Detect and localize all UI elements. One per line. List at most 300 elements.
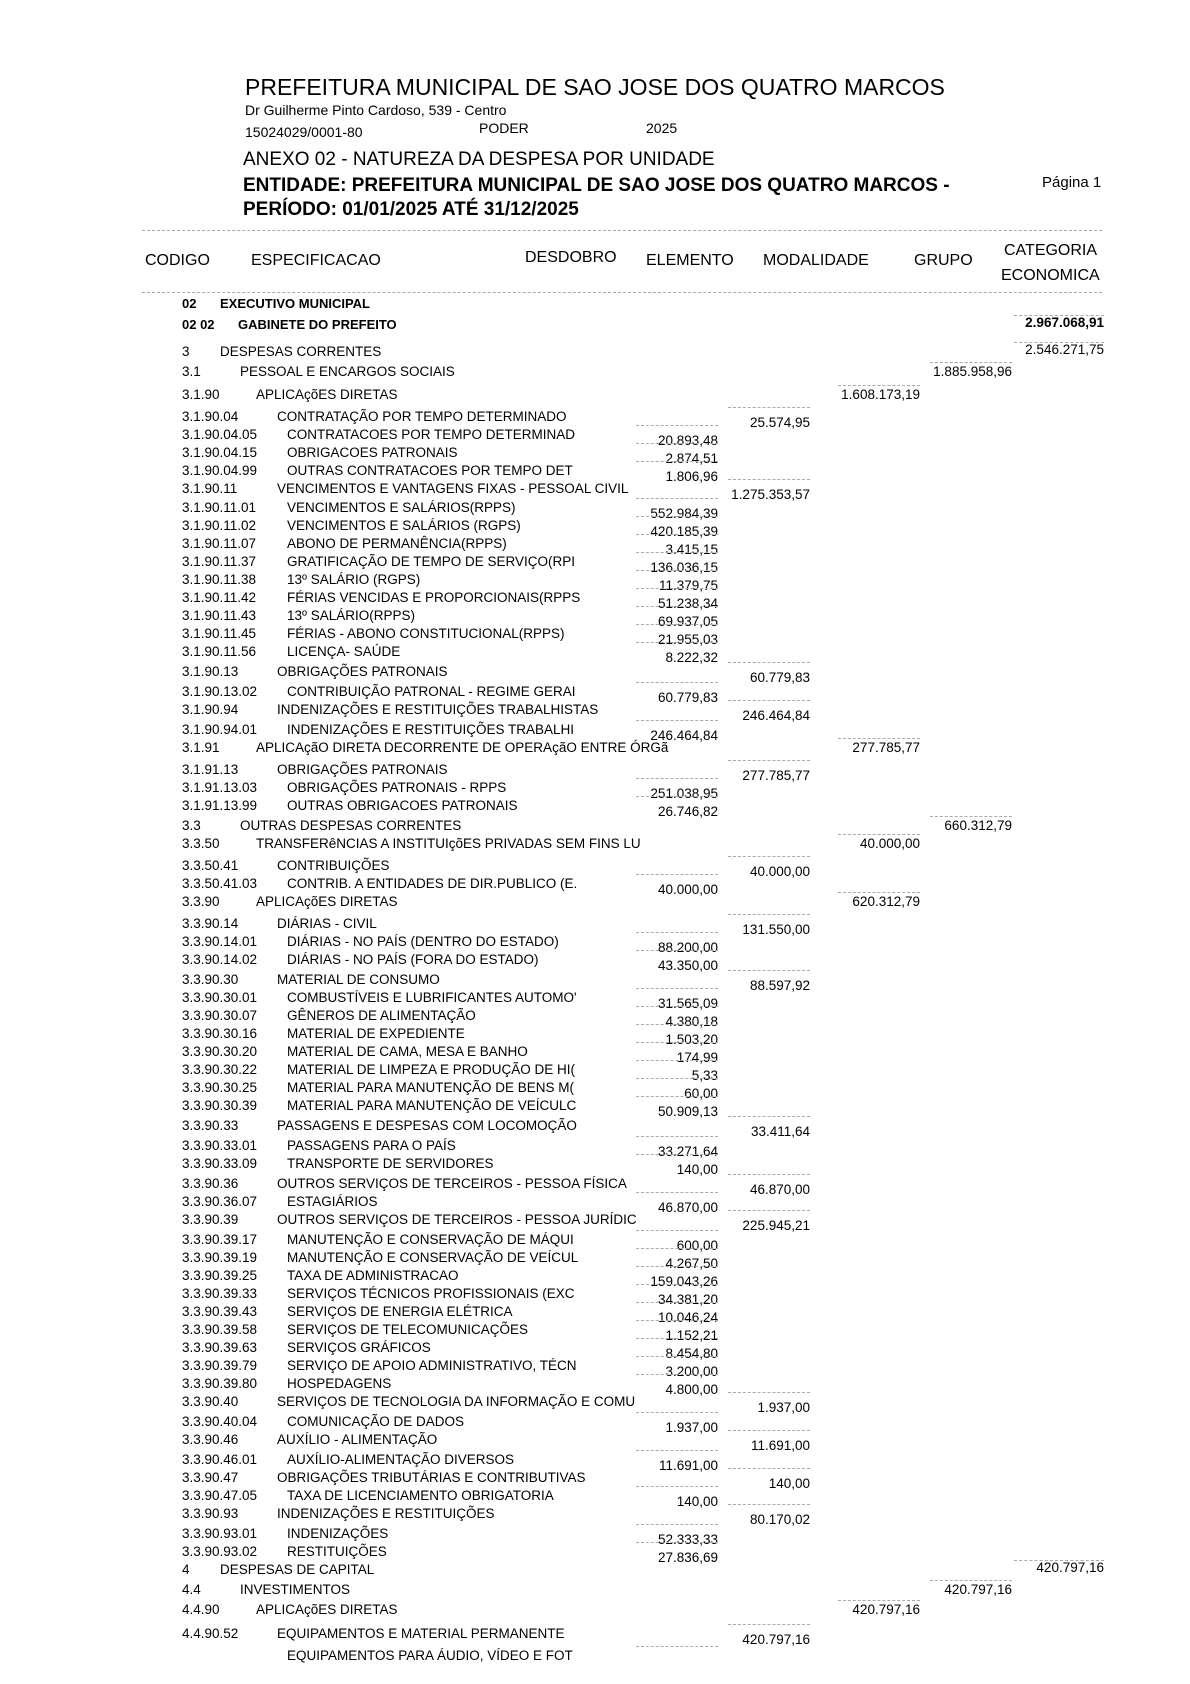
row-code: 3.1.90.94 bbox=[182, 702, 239, 717]
row-amount: 246.464,84 bbox=[742, 708, 810, 723]
row-description: SERVIÇOS DE TECNOLOGIA DA INFORMAÇÃO E COMU bbox=[277, 1394, 636, 1409]
row-amount: 277.785,77 bbox=[742, 768, 810, 783]
row-amount: 552.984,39 bbox=[650, 506, 718, 521]
row-code: 3.3.90.30.22 bbox=[182, 1062, 258, 1077]
row-description: 13º SALÁRIO (RGPS) bbox=[287, 572, 421, 587]
total-rule bbox=[636, 516, 718, 517]
row-amount: 4.380,18 bbox=[665, 1014, 718, 1029]
row-code: 4 bbox=[182, 1562, 190, 1577]
total-rule bbox=[636, 1412, 718, 1413]
total-rule bbox=[930, 1580, 1012, 1581]
row-amount: 1.937,00 bbox=[665, 1420, 718, 1435]
row-description: OBRIGAÇÕES PATRONAIS bbox=[277, 762, 448, 777]
total-rule bbox=[728, 1116, 810, 1117]
row-code: 3.3.50.41.03 bbox=[182, 876, 258, 891]
row-description: AUXÍLIO-ALIMENTAÇÃO DIVERSOS bbox=[287, 1452, 515, 1467]
row-amount: 600,00 bbox=[676, 1238, 718, 1253]
row-description: PESSOAL E ENCARGOS SOCIAIS bbox=[240, 364, 455, 379]
row-description: CONTRIBUIÇÃO PATRONAL - REGIME GERAI bbox=[287, 684, 576, 699]
total-rule bbox=[728, 970, 810, 971]
row-code: 3.1.90.11 bbox=[182, 481, 238, 496]
row-amount: 60,00 bbox=[684, 1086, 718, 1101]
row-amount: 140,00 bbox=[768, 1476, 810, 1491]
row-code: 3.3.90.39.33 bbox=[182, 1286, 258, 1301]
row-description: OUTRAS CONTRATACOES POR TEMPO DET bbox=[287, 463, 573, 478]
row-code: 3.1.91.13 bbox=[182, 762, 239, 777]
total-rule bbox=[636, 1096, 718, 1097]
row-amount: 25.574,95 bbox=[749, 415, 810, 430]
row-code: 3.3.90.93.02 bbox=[182, 1544, 258, 1559]
row-code: 3.3.90.14.01 bbox=[182, 934, 258, 949]
total-rule bbox=[838, 738, 920, 739]
row-amount: 34.381,20 bbox=[657, 1292, 718, 1307]
row-description: TAXA DE ADMINISTRACAO bbox=[287, 1268, 459, 1283]
row-code: 3.1.90.11.01 bbox=[182, 500, 257, 515]
total-rule bbox=[636, 443, 718, 444]
total-rule bbox=[728, 760, 810, 761]
row-amount: 51.238,34 bbox=[657, 596, 718, 611]
total-rule bbox=[636, 624, 718, 625]
row-code: 3.1.90.11.43 bbox=[182, 608, 257, 623]
row-description: LICENÇA- SAÚDE bbox=[287, 644, 401, 659]
row-description: PASSAGENS E DESPESAS COM LOCOMOÇÃO bbox=[277, 1118, 577, 1133]
row-code: 3.3 bbox=[182, 818, 201, 833]
total-rule bbox=[636, 606, 718, 607]
row-code: 3.3.90.30.25 bbox=[182, 1080, 258, 1095]
poder-label: PODER bbox=[479, 120, 529, 136]
row-amount: 2.874,51 bbox=[665, 451, 718, 466]
total-rule bbox=[636, 498, 718, 499]
total-rule bbox=[930, 362, 1012, 363]
total-rule bbox=[636, 642, 718, 643]
row-description: SERVIÇOS TÉCNICOS PROFISSIONAIS (EXC bbox=[287, 1286, 575, 1301]
row-code: 3.1.90.11.07 bbox=[182, 536, 257, 551]
total-rule bbox=[636, 1646, 718, 1647]
row-code: 3.3.90.14.02 bbox=[182, 952, 258, 967]
row-amount: 2.967.068,91 bbox=[1025, 315, 1104, 330]
row-amount: 8.222,32 bbox=[665, 650, 718, 665]
total-rule bbox=[636, 988, 718, 989]
total-rule bbox=[728, 700, 810, 701]
row-description: CONTRATAÇÃO POR TEMPO DETERMINADO bbox=[277, 409, 567, 424]
row-description: MATERIAL DE LIMPEZA E PRODUÇÃO DE HI( bbox=[287, 1062, 576, 1077]
row-description: INDENIZAÇÕES bbox=[287, 1526, 389, 1541]
row-amount: 1.275.353,57 bbox=[731, 487, 810, 502]
row-description: SERVIÇOS DE TELECOMUNICAÇÕES bbox=[287, 1322, 529, 1337]
total-rule bbox=[636, 950, 718, 951]
total-rule bbox=[636, 1284, 718, 1285]
header-divider bbox=[142, 230, 1102, 231]
row-description: MANUTENÇÃO E CONSERVAÇÃO DE VEÍCUL bbox=[287, 1250, 579, 1265]
total-rule bbox=[728, 914, 810, 915]
row-code: 3.1.90.94.01 bbox=[182, 722, 258, 737]
row-code: 3.3.90.39.25 bbox=[182, 1268, 258, 1283]
total-rule bbox=[636, 796, 718, 797]
total-rule bbox=[636, 1338, 718, 1339]
row-description: DIÁRIAS - NO PAÍS (FORA DO ESTADO) bbox=[287, 952, 539, 967]
row-description: PASSAGENS PARA O PAÍS bbox=[287, 1138, 456, 1153]
row-amount: 69.937,05 bbox=[657, 614, 718, 629]
row-amount: 251.038,95 bbox=[650, 786, 718, 801]
total-rule bbox=[728, 1210, 810, 1211]
total-rule bbox=[636, 1374, 718, 1375]
row-amount: 620.312,79 bbox=[852, 894, 920, 909]
row-amount: 660.312,79 bbox=[944, 818, 1012, 833]
row-code: 3.3.90.46 bbox=[182, 1432, 239, 1447]
col-especificacao: ESPECIFICACAO bbox=[251, 252, 381, 269]
row-code: 3.3.90.40.04 bbox=[182, 1414, 258, 1429]
row-code: 3.3.90.47.05 bbox=[182, 1488, 258, 1503]
row-code: 3.1.91.13.03 bbox=[182, 780, 258, 795]
row-description: SERVIÇO DE APOIO ADMINISTRATIVO, TÉCN bbox=[287, 1358, 577, 1373]
row-amount: 10.046,24 bbox=[657, 1310, 718, 1325]
col-categoria-1: CATEGORIA bbox=[1004, 242, 1098, 259]
total-rule bbox=[636, 1266, 718, 1267]
total-rule bbox=[838, 385, 920, 386]
total-rule bbox=[636, 1136, 718, 1137]
row-description: GÊNEROS DE ALIMENTAÇÃO bbox=[287, 1008, 476, 1023]
row-description: DESPESAS CORRENTES bbox=[220, 344, 382, 359]
row-description: TRANSPORTE DE SERVIDORES bbox=[287, 1156, 494, 1171]
total-rule bbox=[728, 856, 810, 857]
row-amount: 33.411,64 bbox=[750, 1124, 810, 1139]
row-amount: 4.267,50 bbox=[665, 1256, 718, 1271]
page-number: Página 1 bbox=[1042, 174, 1102, 191]
row-description: GABINETE DO PREFEITO bbox=[238, 317, 397, 332]
row-amount: 40.000,00 bbox=[859, 836, 920, 851]
row-description: APLICAçõES DIRETAS bbox=[256, 387, 398, 402]
total-rule bbox=[728, 1392, 810, 1393]
row-code: 3.1.90.11.02 bbox=[182, 518, 257, 533]
row-description: FÉRIAS VENCIDAS E PROPORCIONAIS(RPPS bbox=[287, 590, 581, 605]
row-description: EXECUTIVO MUNICIPAL bbox=[220, 296, 370, 311]
row-amount: 11.691,00 bbox=[750, 1438, 810, 1453]
row-amount: 1.152,21 bbox=[665, 1328, 718, 1343]
row-code: 3.3.90 bbox=[182, 894, 220, 909]
row-description: EQUIPAMENTOS PARA ÁUDIO, VÍDEO E FOT bbox=[287, 1648, 573, 1663]
total-rule bbox=[636, 720, 718, 721]
total-rule bbox=[728, 1504, 810, 1505]
row-description: INDENIZAÇÕES E RESTITUIÇÕES TRABALHI bbox=[287, 722, 575, 737]
total-rule bbox=[636, 1006, 718, 1007]
row-code: 3.3.90.30.16 bbox=[182, 1026, 258, 1041]
row-amount: 420.797,16 bbox=[944, 1582, 1012, 1597]
total-rule bbox=[728, 1430, 810, 1431]
total-rule bbox=[728, 1174, 810, 1175]
row-code: 3.3.90.39.43 bbox=[182, 1304, 258, 1319]
row-code: 3.3.90.36 bbox=[182, 1176, 239, 1191]
row-amount: 420.797,16 bbox=[852, 1602, 920, 1617]
row-description: EQUIPAMENTOS E MATERIAL PERMANENTE bbox=[277, 1626, 565, 1641]
row-amount: 131.550,00 bbox=[742, 922, 810, 937]
row-description: DESPESAS DE CAPITAL bbox=[220, 1562, 375, 1577]
row-description: DIÁRIAS - NO PAÍS (DENTRO DO ESTADO) bbox=[287, 934, 559, 949]
row-description: CONTRIB. A ENTIDADES DE DIR.PUBLICO (E. bbox=[287, 876, 578, 891]
row-code: 3.3.50.41 bbox=[182, 858, 239, 873]
row-code: 3 bbox=[182, 344, 190, 359]
total-rule bbox=[636, 1230, 718, 1231]
total-rule bbox=[728, 407, 810, 408]
row-description: COMUNICAÇÃO DE DADOS bbox=[287, 1414, 465, 1429]
total-rule bbox=[728, 1468, 810, 1469]
row-code: 3.1.91 bbox=[182, 740, 220, 755]
row-description: VENCIMENTOS E VANTAGENS FIXAS - PESSOAL CIVIL bbox=[277, 481, 629, 496]
row-description: APLICAçãO DIRETA DECORRENTE DE OPERAçãO ENTRE ÓRGã bbox=[256, 740, 669, 755]
row-description: VENCIMENTOS E SALÁRIOS (RGPS) bbox=[287, 518, 521, 533]
row-amount: 420.797,16 bbox=[742, 1632, 810, 1647]
row-code: 3.3.90.39.19 bbox=[182, 1250, 258, 1265]
total-rule bbox=[930, 816, 1012, 817]
address: Dr Guilherme Pinto Cardoso, 539 - Centro bbox=[245, 102, 507, 118]
row-description: TAXA DE LICENCIAMENTO OBRIGATORIA bbox=[287, 1488, 554, 1503]
row-description: CONTRATACOES POR TEMPO DETERMINAD bbox=[287, 427, 576, 442]
total-rule bbox=[838, 892, 920, 893]
row-code: 3.3.90.30.07 bbox=[182, 1008, 258, 1023]
report-title: PREFEITURA MUNICIPAL DE SAO JOSE DOS QUATRO MARCOS bbox=[245, 74, 945, 100]
total-rule bbox=[728, 662, 810, 663]
row-code: 4.4.90 bbox=[182, 1602, 220, 1617]
row-amount: 420.185,39 bbox=[650, 524, 718, 539]
row-amount: 2.546.271,75 bbox=[1025, 342, 1104, 357]
total-rule bbox=[636, 1524, 718, 1525]
row-description: COMBUSTÍVEIS E LUBRIFICANTES AUTOMO' bbox=[287, 990, 577, 1005]
total-rule bbox=[636, 1450, 718, 1451]
row-code: 3.3.90.39.80 bbox=[182, 1376, 258, 1391]
col-grupo: GRUPO bbox=[914, 252, 973, 269]
col-desdobro: DESDOBRO bbox=[525, 249, 617, 266]
total-rule bbox=[636, 1486, 718, 1487]
total-rule bbox=[636, 1192, 718, 1193]
period-title: PERÍODO: 01/01/2025 ATÉ 31/12/2025 bbox=[243, 199, 579, 220]
row-amount: 60.779,83 bbox=[749, 670, 810, 685]
row-amount: 20.893,48 bbox=[657, 433, 718, 448]
row-amount: 43.350,00 bbox=[657, 958, 718, 973]
total-rule bbox=[636, 1320, 718, 1321]
row-code: 3.3.50 bbox=[182, 836, 220, 851]
row-amount: 5,33 bbox=[691, 1068, 718, 1083]
row-code: 3.1.91.13.99 bbox=[182, 798, 258, 813]
row-amount: 50.909,13 bbox=[657, 1104, 718, 1119]
total-rule bbox=[636, 1356, 718, 1357]
row-amount: 1.806,96 bbox=[665, 469, 718, 484]
row-code: 3.3.90.36.07 bbox=[182, 1194, 258, 1209]
row-amount: 88.597,92 bbox=[749, 978, 810, 993]
total-rule bbox=[636, 588, 718, 589]
row-amount: 60.779,83 bbox=[657, 690, 718, 705]
row-description: 13º SALÁRIO(RPPS) bbox=[287, 608, 415, 623]
columns-divider bbox=[142, 292, 1102, 293]
row-amount: 88.200,00 bbox=[657, 940, 718, 955]
total-rule bbox=[636, 552, 718, 553]
row-description: OBRIGAÇÕES TRIBUTÁRIAS E CONTRIBUTIVAS bbox=[277, 1470, 586, 1485]
row-description: INDENIZAÇÕES E RESTITUIÇÕES bbox=[277, 1506, 495, 1521]
row-amount: 8.454,80 bbox=[665, 1346, 718, 1361]
total-rule bbox=[728, 1624, 810, 1625]
row-description: RESTITUIÇÕES bbox=[287, 1544, 387, 1559]
annex-title: ANEXO 02 - NATUREZA DA DESPESA POR UNIDADE bbox=[243, 149, 715, 170]
row-description: CONTRIBUIÇÕES bbox=[277, 858, 390, 873]
col-elemento: ELEMENTO bbox=[646, 252, 734, 269]
row-amount: 159.043,26 bbox=[650, 1274, 718, 1289]
row-code: 3.3.90.93 bbox=[182, 1506, 239, 1521]
row-amount: 174,99 bbox=[676, 1050, 718, 1065]
row-code: 02 bbox=[182, 296, 197, 311]
row-amount: 4.800,00 bbox=[665, 1382, 718, 1397]
row-description: OBRIGACOES PATRONAIS bbox=[287, 445, 458, 460]
total-rule bbox=[636, 682, 718, 683]
row-description: OBRIGAÇÕES PATRONAIS - RPPS bbox=[287, 780, 507, 795]
total-rule bbox=[838, 834, 920, 835]
row-code: 3.3.90.30.39 bbox=[182, 1098, 258, 1113]
total-rule bbox=[636, 778, 718, 779]
row-code: 3.3.90.40 bbox=[182, 1394, 239, 1409]
row-description: MATERIAL DE CONSUMO bbox=[277, 972, 440, 987]
row-amount: 40.000,00 bbox=[657, 882, 718, 897]
row-amount: 80.170,02 bbox=[749, 1512, 810, 1527]
row-description: FÉRIAS - ABONO CONSTITUCIONAL(RPPS) bbox=[287, 626, 565, 641]
row-code: 3.3.90.14 bbox=[182, 916, 239, 931]
row-code: 3.3.90.47 bbox=[182, 1470, 239, 1485]
row-amount: 40.000,00 bbox=[749, 864, 810, 879]
row-amount: 1.885.958,96 bbox=[933, 364, 1012, 379]
row-amount: 136.036,15 bbox=[650, 560, 718, 575]
row-amount: 31.565,09 bbox=[657, 996, 718, 1011]
row-description: MATERIAL PARA MANUTENÇÃO DE VEÍCULC bbox=[287, 1098, 577, 1113]
total-rule bbox=[636, 425, 718, 426]
row-code: 3.1.90 bbox=[182, 387, 220, 402]
row-code: 3.1.90.11.42 bbox=[182, 590, 257, 605]
total-rule bbox=[636, 1154, 718, 1155]
row-amount: 11.691,00 bbox=[658, 1458, 718, 1473]
row-description: INVESTIMENTOS bbox=[240, 1582, 351, 1597]
row-description: ABONO DE PERMANÊNCIA(RPPS) bbox=[287, 536, 507, 551]
row-code: 3.1.90.11.38 bbox=[182, 572, 257, 587]
row-description: OUTRAS DESPESAS CORRENTES bbox=[240, 818, 462, 833]
row-description: OBRIGAÇÕES PATRONAIS bbox=[277, 664, 448, 679]
row-code: 3.3.90.39 bbox=[182, 1212, 239, 1227]
row-amount: 140,00 bbox=[676, 1494, 718, 1509]
entity-title: ENTIDADE: PREFEITURA MUNICIPAL DE SAO JOSE DOS QUATRO MARCOS - bbox=[243, 175, 950, 196]
total-rule bbox=[636, 1248, 718, 1249]
row-amount: 3.200,00 bbox=[665, 1364, 718, 1379]
row-amount: 11.379,75 bbox=[658, 578, 718, 593]
row-amount: 52.333,33 bbox=[657, 1532, 718, 1547]
row-description: APLICAçõES DIRETAS bbox=[256, 894, 398, 909]
total-rule bbox=[728, 479, 810, 480]
row-amount: 21.955,03 bbox=[657, 632, 718, 647]
row-code: 3.3.90.39.58 bbox=[182, 1322, 258, 1337]
row-description: MATERIAL DE EXPEDIENTE bbox=[287, 1026, 465, 1041]
row-amount: 3.415,15 bbox=[665, 542, 718, 557]
row-description: AUXÍLIO - ALIMENTAÇÃO bbox=[277, 1432, 438, 1447]
row-amount: 26.746,82 bbox=[657, 804, 718, 819]
row-code: 3.1.90.04.05 bbox=[182, 427, 258, 442]
year: 2025 bbox=[646, 120, 678, 136]
total-rule bbox=[636, 1060, 718, 1061]
row-description: DIÁRIAS - CIVIL bbox=[277, 916, 377, 931]
row-description: HOSPEDAGENS bbox=[287, 1376, 392, 1391]
row-code: 4.4.90.52 bbox=[182, 1626, 239, 1641]
row-code: 3.1.90.11.56 bbox=[182, 644, 257, 659]
row-code: 4.4 bbox=[182, 1582, 201, 1597]
col-codigo: CODIGO bbox=[145, 252, 210, 269]
row-amount: 46.870,00 bbox=[657, 1200, 718, 1215]
row-code: 3.3.90.39.63 bbox=[182, 1340, 258, 1355]
row-code: 3.3.90.46.01 bbox=[182, 1452, 258, 1467]
row-code: 3.3.90.93.01 bbox=[182, 1526, 258, 1541]
total-rule bbox=[636, 932, 718, 933]
total-rule bbox=[636, 570, 718, 571]
row-description: INDENIZAÇÕES E RESTITUIÇÕES TRABALHISTAS bbox=[277, 702, 599, 717]
row-code: 02 02 bbox=[182, 317, 215, 332]
row-code: 3.3.90.30.20 bbox=[182, 1044, 258, 1059]
row-description: SERVIÇOS DE ENERGIA ELÉTRICA bbox=[287, 1304, 513, 1319]
row-description: MANUTENÇÃO E CONSERVAÇÃO DE MÁQUI bbox=[287, 1232, 574, 1247]
row-amount: 225.945,21 bbox=[742, 1218, 810, 1233]
total-rule bbox=[636, 1024, 718, 1025]
total-rule bbox=[636, 534, 718, 535]
row-amount: 246.464,84 bbox=[650, 728, 718, 743]
row-description: MATERIAL PARA MANUTENÇÃO DE BENS M( bbox=[287, 1080, 575, 1095]
row-code: 3.3.90.33 bbox=[182, 1118, 239, 1133]
total-rule bbox=[838, 1600, 920, 1601]
total-rule bbox=[636, 461, 718, 462]
total-rule bbox=[636, 874, 718, 875]
row-amount: 1.503,20 bbox=[665, 1032, 718, 1047]
row-code: 3.1.90.11.45 bbox=[182, 626, 257, 641]
row-description: ESTAGIÁRIOS bbox=[287, 1194, 378, 1209]
row-description: GRATIFICAÇÃO DE TEMPO DE SERVIÇO(RPI bbox=[287, 554, 576, 569]
total-rule bbox=[636, 1042, 718, 1043]
row-amount: 140,00 bbox=[676, 1162, 718, 1177]
row-description: MATERIAL DE CAMA, MESA E BANHO bbox=[287, 1044, 528, 1059]
row-amount: 46.870,00 bbox=[749, 1182, 810, 1197]
cnpj: 15024029/0001-80 bbox=[245, 124, 363, 140]
row-code: 3.1.90.11.37 bbox=[182, 554, 257, 569]
row-code: 3.3.90.33.01 bbox=[182, 1138, 258, 1153]
row-description: VENCIMENTOS E SALÁRIOS(RPPS) bbox=[287, 500, 516, 515]
row-amount: 27.836,69 bbox=[657, 1550, 718, 1565]
row-amount: 277.785,77 bbox=[852, 740, 920, 755]
row-description: OUTRAS OBRIGACOES PATRONAIS bbox=[287, 798, 518, 813]
row-description: SERVIÇOS GRÁFICOS bbox=[287, 1340, 431, 1355]
col-modalidade: MODALIDADE bbox=[763, 252, 869, 269]
row-code: 3.3.90.30.01 bbox=[182, 990, 258, 1005]
row-code: 3.1.90.04 bbox=[182, 409, 239, 424]
col-categoria-2: ECONOMICA bbox=[1001, 267, 1100, 284]
row-code: 3.3.90.39.79 bbox=[182, 1358, 258, 1373]
row-code: 3.1.90.04.15 bbox=[182, 445, 258, 460]
row-code: 3.3.90.39.17 bbox=[182, 1232, 258, 1247]
row-code: 3.1.90.13.02 bbox=[182, 684, 258, 699]
row-code: 3.1.90.13 bbox=[182, 664, 239, 679]
total-rule bbox=[636, 1542, 718, 1543]
row-code: 3.3.90.33.09 bbox=[182, 1156, 258, 1171]
row-code: 3.1 bbox=[182, 364, 201, 379]
total-rule bbox=[636, 1078, 718, 1079]
row-code: 3.1.90.04.99 bbox=[182, 463, 258, 478]
row-description: OUTROS SERVIÇOS DE TERCEIROS - PESSOA JURÍDIC bbox=[277, 1212, 637, 1227]
row-amount: 1.937,00 bbox=[757, 1400, 810, 1415]
row-amount: 420.797,16 bbox=[1036, 1560, 1104, 1575]
row-code: 3.3.90.30 bbox=[182, 972, 239, 987]
row-description: TRANSFERêNCIAS A INSTITUIçõES PRIVADAS SEM FINS LU bbox=[256, 836, 641, 851]
total-rule bbox=[636, 1302, 718, 1303]
row-amount: 33.271,64 bbox=[657, 1144, 718, 1159]
row-amount: 1.608.173,19 bbox=[841, 387, 920, 402]
row-description: APLICAçõES DIRETAS bbox=[256, 1602, 398, 1617]
row-description: OUTROS SERVIÇOS DE TERCEIROS - PESSOA FÍSICA bbox=[277, 1176, 627, 1191]
